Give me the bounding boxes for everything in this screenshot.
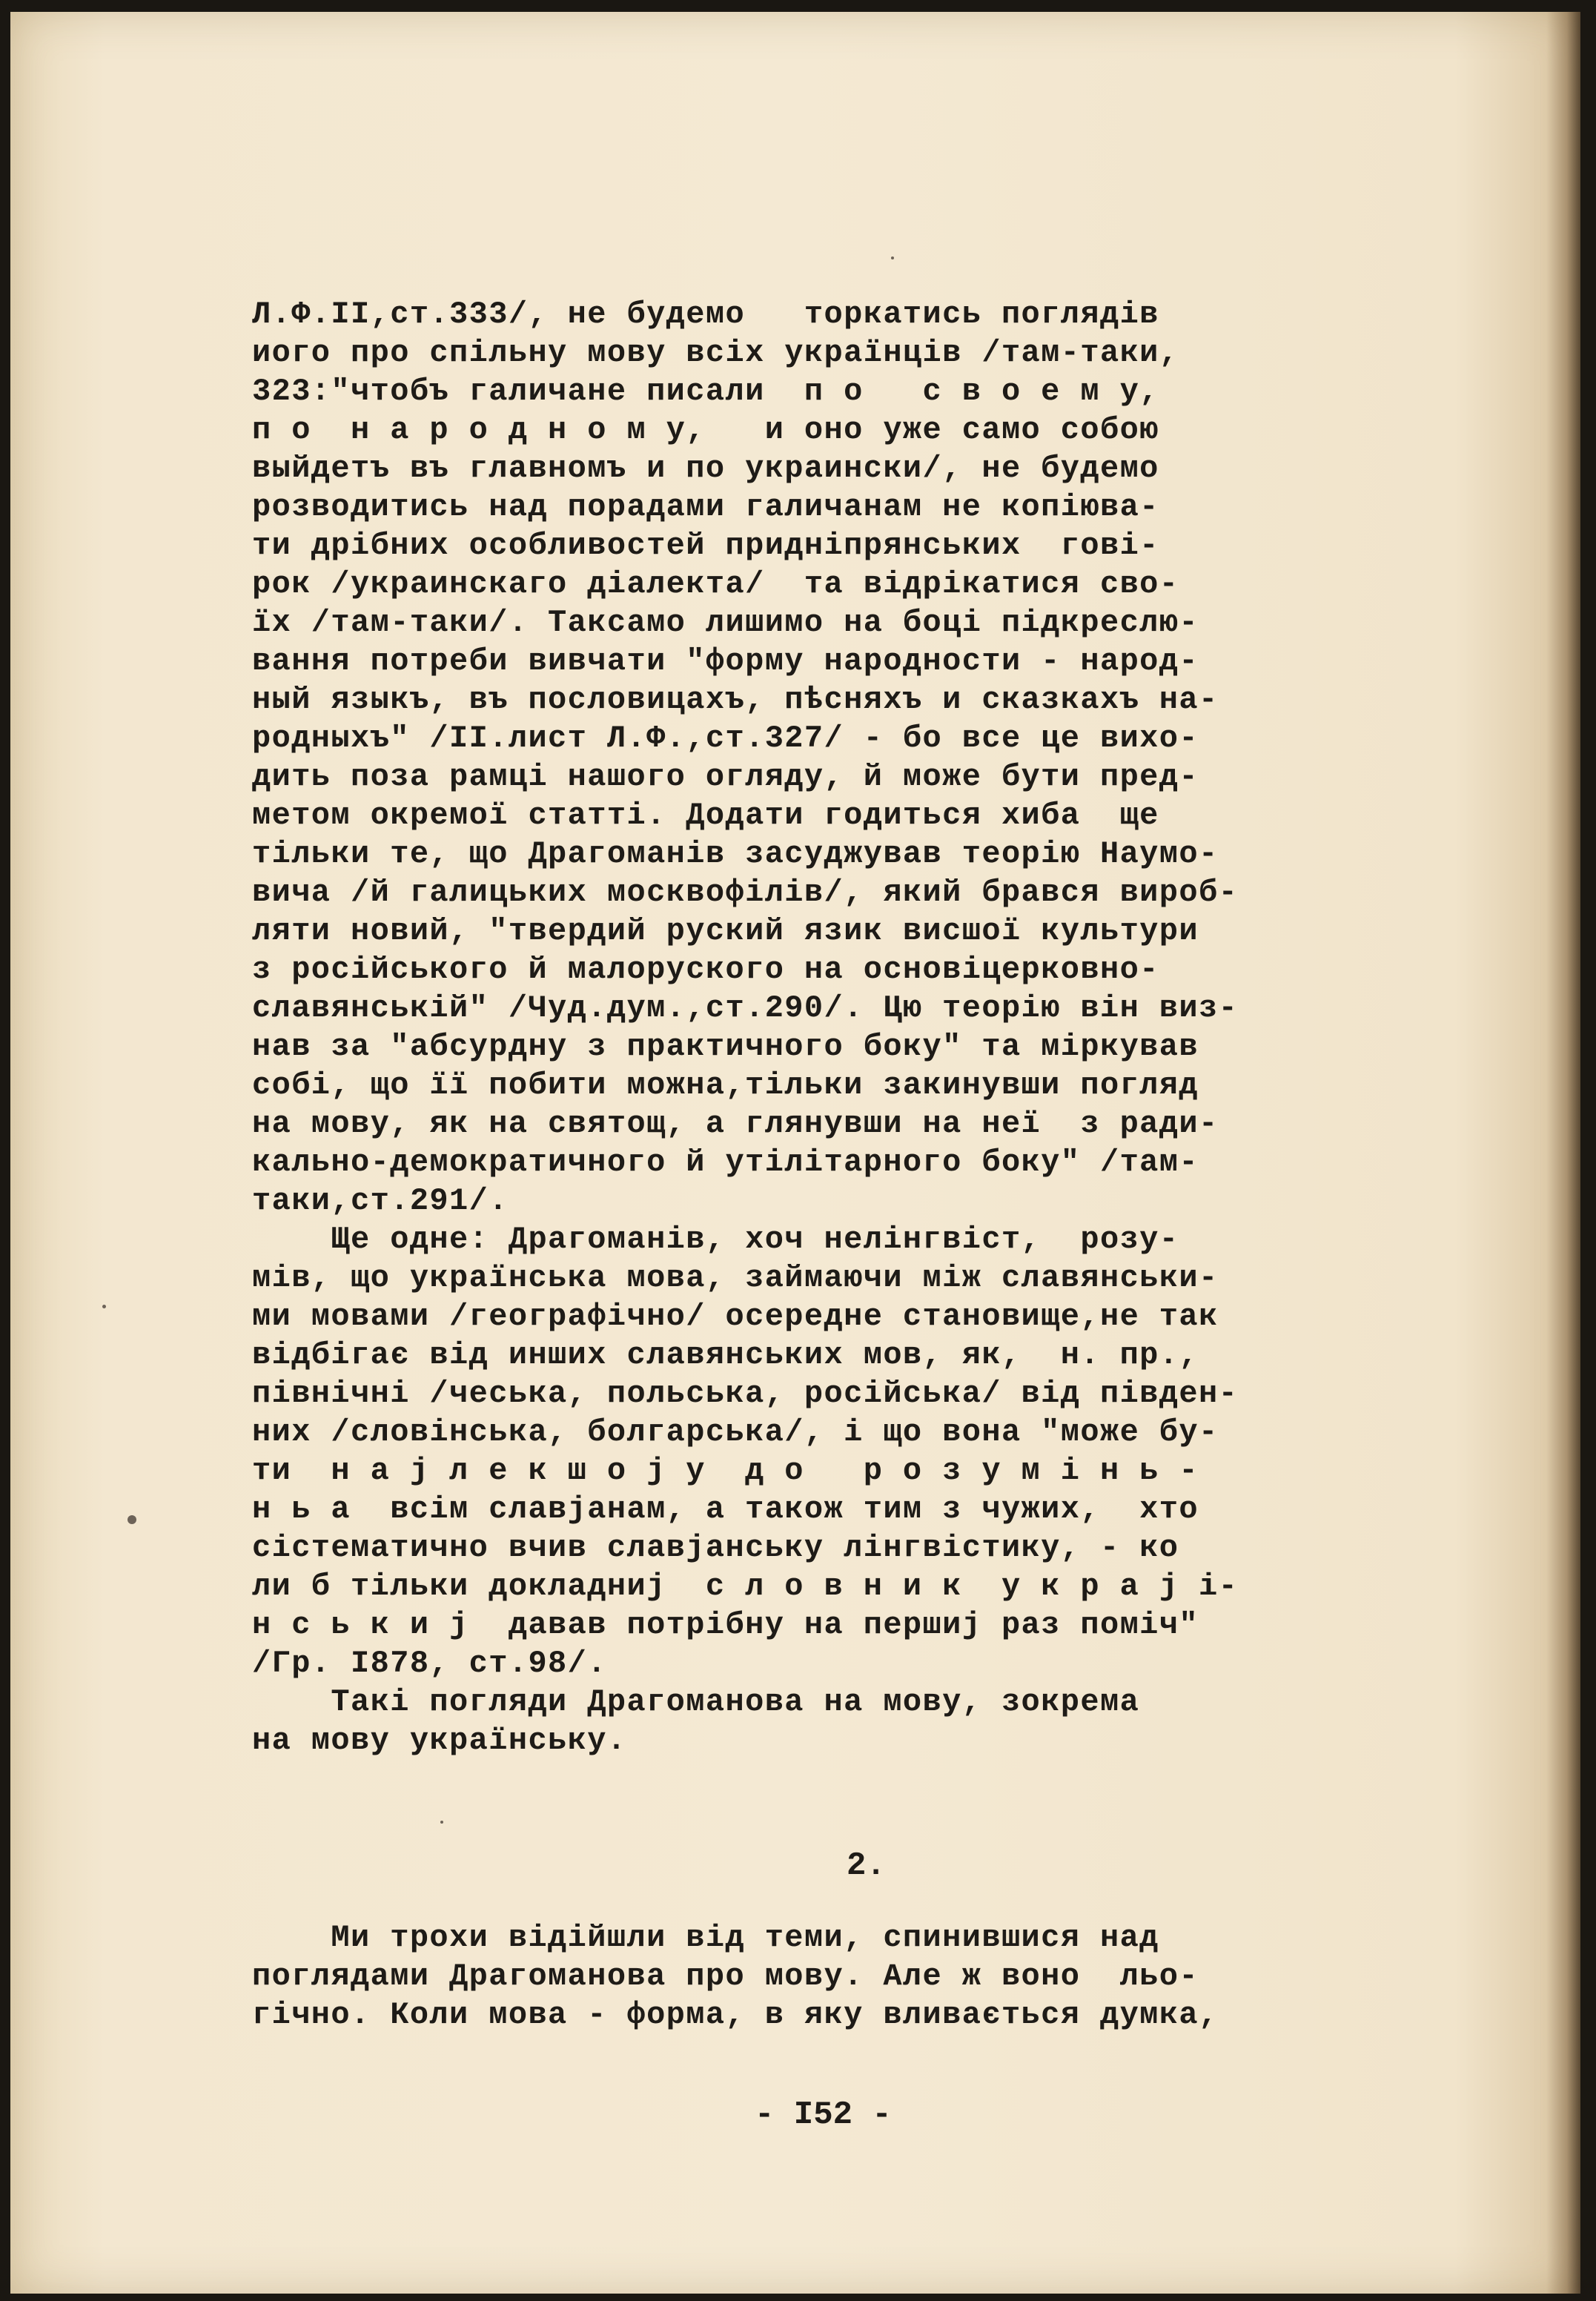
text-line: ный языкъ, въ пословицахъ, пѣсняхъ и сказкахъ на- (252, 682, 1219, 718)
text-line: рок /украинскаго діалекта/ та відрікатися сво- (252, 566, 1179, 602)
text-line: кально-демократичного й утілітарного боку" /там- (252, 1145, 1199, 1180)
ink-speck (440, 1821, 443, 1824)
text-line: вича /й галицьких москвофілів/, який брався вироб- (252, 875, 1239, 910)
text-line: Ще одне: Драгоманів, хоч нелінгвіст, розу- (252, 1222, 1179, 1257)
ink-speck (102, 1305, 106, 1308)
text-line: гічно. Коли мова - форма, в яку вливається думка, (252, 1997, 1219, 2033)
text-line: ли б тільки докладниј с л о в н и к у к р а ј і- (252, 1569, 1239, 1604)
text-line: н с ь к и ј давав потрібну на першиј раз поміч" (252, 1607, 1199, 1643)
text-line: иого про спільну мову всіх українців /там-таки, (252, 335, 1179, 371)
text-line: ми мовами /географічно/ осередне становище,не так (252, 1299, 1219, 1334)
ink-speck (891, 256, 894, 259)
book-binding-shadow (1546, 12, 1580, 2294)
text-line: родныхъ" /ІІ.лист Л.Ф.,ст.327/ - бо все це вихо- (252, 721, 1199, 756)
text-line: таки,ст.291/. (252, 1183, 509, 1219)
text-line: з російського й малоруского на основіцерковно- (252, 952, 1159, 987)
text-line: н ь а всім славјанам, а також тим з чужих, хто (252, 1491, 1199, 1527)
text-line: славянській" /Чуд.дум.,ст.290/. Цю теорію він виз- (252, 990, 1239, 1026)
text-line: ти н а ј л е к ш о ј у д о р о з у м і н ь - (252, 1453, 1199, 1489)
text-line: вання потреби вивчати "форму народности - народ- (252, 643, 1199, 679)
text-line: выйдетъ въ главномъ и по украински/, не будемо (252, 451, 1159, 486)
text-line: метом окремої статті. Додати годиться хиба ще (252, 798, 1159, 833)
text-line: їх /там-таки/. Таксамо лишимо на боці підкреслю- (252, 605, 1199, 640)
text-line: п о н а р о д н о м у, и оно уже само собою (252, 412, 1159, 448)
text-line: відбігає від инших славянських мов, як, н. пр., (252, 1337, 1199, 1373)
text-line: ляти новий, "твердий руский язик висшої культури (252, 913, 1199, 949)
text-line: Ми трохи відійшли від теми, спинившися над (252, 1920, 1159, 1956)
text-line: на мову, як на святощ, а глянувши на неї з ради- (252, 1106, 1219, 1142)
text-line: 323:"чтобъ галичане писали п о с в о е м у, (252, 374, 1159, 409)
text-line: північні /чеська, польська, російська/ від півден- (252, 1376, 1239, 1411)
text-line: Л.Ф.ІІ,ст.333/, не будемо торкатись поглядів (252, 297, 1159, 332)
text-line: собі, що її побити можна,тільки закинувши погляд (252, 1067, 1199, 1103)
text-line: розводитись над порадами галичанам не копіюва- (252, 489, 1159, 525)
text-line: тільки те, що Драгоманів засуджував теорію Наумо- (252, 836, 1219, 872)
text-line: сістематично вчив славјанську лінгвістику, - ко (252, 1530, 1179, 1566)
ink-speck (128, 1515, 136, 1524)
text-line: на мову українську. (252, 1723, 627, 1758)
text-line: дить поза рамці нашого огляду, й може бути пред- (252, 759, 1199, 795)
text-line: Такі погляди Драгоманова на мову, зокрема (252, 1684, 1140, 1720)
text-line: ти дрібних особливостей придніпрянських гові- (252, 528, 1159, 563)
text-line: нав за "абсурдну з практичного боку" та міркував (252, 1029, 1199, 1065)
text-line: /Гр. І878, ст.98/. (252, 1646, 607, 1681)
section-number: 2. (847, 1847, 886, 1884)
text-line: поглядами Драгоманова про мову. Але ж воно льо- (252, 1959, 1199, 1994)
text-line: них /словінська, болгарська/, і що вона "може бу- (252, 1414, 1219, 1450)
page-number: - І52 - (755, 2096, 892, 2133)
document-page (10, 12, 1580, 2294)
text-line: мів, що українська мова, займаючи між славянськи- (252, 1260, 1219, 1296)
